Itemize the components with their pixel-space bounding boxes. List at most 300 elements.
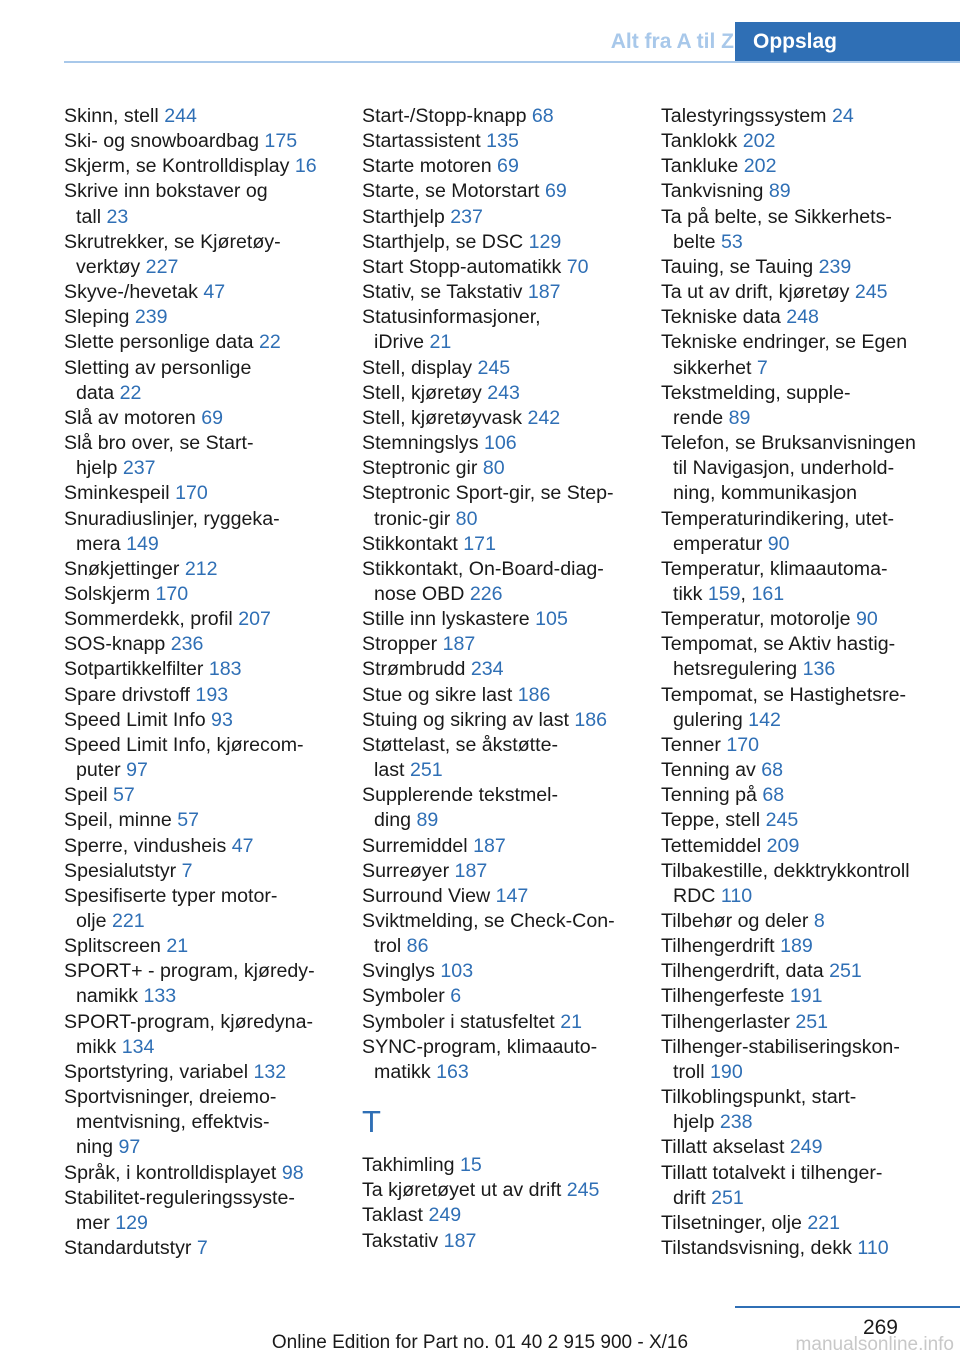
index-entry bbox=[362, 305, 657, 355]
index-term: Tillatt akselast bbox=[661, 1136, 790, 1159]
page-reference-link[interactable]: 234 bbox=[470, 658, 504, 681]
index-term: Sommerdekk, profil bbox=[64, 608, 239, 631]
index-term: Steptronic gir bbox=[362, 457, 483, 480]
index-term: Slå bro over, se Start- hjelp bbox=[64, 432, 254, 480]
page-reference-link[interactable]: 80 bbox=[482, 457, 505, 480]
index-term: Speed Limit Info, kjørecom- puter bbox=[64, 733, 304, 782]
index-entry bbox=[362, 683, 657, 708]
chapter-tab: Oppslag bbox=[735, 22, 960, 62]
index-term: Stropper bbox=[362, 633, 443, 656]
page-reference-link[interactable]: 161 bbox=[751, 582, 785, 605]
index-term: Tenning av bbox=[661, 759, 762, 782]
index-term: Tilhengerdrift bbox=[661, 935, 781, 958]
index-entry bbox=[362, 179, 657, 204]
page-reference-link[interactable]: 239 bbox=[818, 255, 852, 278]
page-reference-link[interactable]: 86 bbox=[406, 935, 429, 958]
index-entry bbox=[64, 557, 359, 582]
index-entry bbox=[362, 984, 657, 1009]
index-term: Takstativ bbox=[362, 1229, 444, 1252]
index-letter-heading: T bbox=[362, 1104, 381, 1140]
index-term: Tanklokk bbox=[661, 130, 743, 153]
page-reference-link[interactable]: 149 bbox=[126, 532, 159, 555]
index-term: Sperre, vindusheis bbox=[64, 834, 232, 857]
page-reference-link[interactable]: 251 bbox=[711, 1186, 744, 1209]
index-entry bbox=[661, 330, 957, 380]
index-entry bbox=[362, 205, 657, 230]
index-entry bbox=[661, 431, 957, 506]
index-entry bbox=[362, 1178, 657, 1203]
index-term: Tempomat, se Aktiv hastig- hetsregulering bbox=[661, 633, 896, 681]
page-reference-link[interactable]: 22 bbox=[258, 331, 281, 354]
index-term: Tilstandsvisning, dekk bbox=[661, 1237, 858, 1260]
index-entry bbox=[64, 783, 359, 808]
index-term: Svinglys bbox=[362, 960, 441, 983]
page-reference-link[interactable]: 57 bbox=[113, 784, 135, 807]
index-entry bbox=[661, 1135, 957, 1160]
index-term: Tekniske data bbox=[661, 306, 787, 329]
index-entry bbox=[64, 1060, 359, 1085]
index-term: Slette personlige data bbox=[64, 331, 259, 354]
index-term: Tilhenger-stabiliseringskon- troll bbox=[661, 1035, 900, 1083]
index-entry bbox=[661, 984, 957, 1009]
page-reference-link[interactable]: 70 bbox=[566, 255, 589, 278]
index-term: Tekniske endringer, se Egen sikkerhet bbox=[661, 331, 908, 379]
page-reference-link[interactable]: 239 bbox=[134, 306, 168, 329]
index-entry bbox=[661, 1035, 957, 1085]
index-entry bbox=[64, 607, 359, 632]
index-entry bbox=[362, 909, 657, 959]
index-entry bbox=[661, 1236, 957, 1261]
index-term: Stikkontakt bbox=[362, 532, 464, 555]
page-reference-link[interactable]: 47 bbox=[231, 834, 254, 857]
index-entry bbox=[362, 1010, 657, 1035]
page-reference-link[interactable]: 106 bbox=[483, 432, 517, 455]
page-reference-link[interactable]: 245 bbox=[854, 281, 888, 304]
page-reference-link[interactable]: 221 bbox=[807, 1211, 841, 1234]
page-reference-link[interactable]: 110 bbox=[720, 884, 753, 907]
page-reference-link[interactable]: 245 bbox=[765, 809, 799, 832]
page-reference-link[interactable]: 202 bbox=[743, 155, 777, 178]
index-entry bbox=[64, 507, 359, 557]
index-term: Stue og sikre last bbox=[362, 683, 518, 706]
index-entry bbox=[661, 733, 957, 758]
index-entry bbox=[64, 657, 359, 682]
page-reference-link[interactable]: 171 bbox=[463, 532, 496, 555]
index-term: Språk, i kontrolldisplayet bbox=[64, 1161, 282, 1184]
page-reference-link[interactable]: 132 bbox=[253, 1060, 287, 1083]
page-reference-link[interactable]: 89 bbox=[728, 406, 751, 429]
index-term: Sportvisninger, dreiemo- mentvisning, effektvis- ning bbox=[64, 1086, 277, 1159]
page-reference-link[interactable]: 236 bbox=[170, 633, 204, 656]
index-entry bbox=[661, 959, 957, 984]
index-entry bbox=[64, 859, 359, 884]
page-reference-link[interactable]: 68 bbox=[531, 105, 554, 127]
index-term: Stell, display bbox=[362, 356, 478, 379]
index-term: Temperaturindikering, utet- emperatur bbox=[661, 507, 895, 555]
index-term: Stell, kjøretøy bbox=[362, 381, 488, 404]
page-reference-link[interactable]: 159 bbox=[707, 582, 741, 605]
index-term: Takhimling bbox=[362, 1154, 461, 1177]
index-entry bbox=[661, 129, 957, 154]
index-entry bbox=[362, 959, 657, 984]
index-entry bbox=[661, 557, 957, 607]
index-entry bbox=[362, 733, 657, 783]
index-entry bbox=[661, 808, 957, 833]
index-term: SPORT+ - program, kjøredy- namikk bbox=[64, 960, 315, 1008]
header-rule bbox=[64, 61, 960, 63]
page-reference-link[interactable]: 89 bbox=[768, 180, 791, 203]
index-entry bbox=[64, 683, 359, 708]
index-entry bbox=[661, 607, 957, 632]
page-reference-link[interactable]: 98 bbox=[281, 1161, 304, 1184]
page-reference-link[interactable]: 237 bbox=[122, 457, 156, 480]
index-column-3 bbox=[661, 104, 957, 1261]
page-reference-link[interactable]: 170 bbox=[175, 482, 208, 505]
index-term: Speil bbox=[64, 784, 114, 807]
page-reference-link[interactable]: 187 bbox=[454, 859, 488, 882]
index-term: Spare drivstoff bbox=[64, 683, 196, 706]
page-reference-link[interactable]: 135 bbox=[486, 130, 519, 153]
page-reference-link[interactable]: 69 bbox=[497, 155, 519, 178]
page-reference-link[interactable]: 129 bbox=[528, 230, 562, 253]
index-entry bbox=[362, 481, 657, 531]
index-term: Starthjelp bbox=[362, 205, 451, 228]
page-reference-link[interactable]: 187 bbox=[527, 281, 561, 304]
page-reference-link[interactable]: 21 bbox=[429, 331, 452, 354]
index-entry bbox=[661, 179, 957, 204]
index-term: Sviktmelding, se Check-Con- trol bbox=[362, 910, 615, 958]
page-reference-link[interactable]: 207 bbox=[238, 608, 271, 631]
index-term: Strømbrudd bbox=[362, 658, 471, 681]
index-entry bbox=[64, 1186, 359, 1236]
index-term: Surround View bbox=[362, 884, 496, 907]
index-term: Speed Limit Info bbox=[64, 708, 212, 731]
page-reference-link[interactable]: 136 bbox=[802, 658, 836, 681]
index-term: SOS-knapp bbox=[64, 633, 171, 656]
index-entry bbox=[64, 1236, 359, 1261]
index-term: Tankvisning bbox=[661, 180, 769, 203]
index-term: Skinn, stell bbox=[64, 105, 165, 127]
index-entry bbox=[661, 934, 957, 959]
index-term: Stikkontakt, On-Board-diag- nose OBD bbox=[362, 557, 604, 605]
index-term: Tilhengerfeste bbox=[661, 985, 790, 1008]
index-entry bbox=[64, 179, 359, 229]
index-term: Startassistent bbox=[362, 130, 487, 153]
index-entry bbox=[362, 129, 657, 154]
page-reference-link[interactable]: 21 bbox=[166, 935, 189, 958]
page-reference-link[interactable]: 163 bbox=[436, 1060, 469, 1083]
index-entry bbox=[64, 280, 359, 305]
index-entry bbox=[64, 230, 359, 280]
index-term: Supplerende tekstmel- ding bbox=[362, 784, 559, 832]
index-entry bbox=[661, 909, 957, 934]
index-entry bbox=[362, 356, 657, 381]
index-term: Tillatt totalvekt i tilhenger- drift bbox=[661, 1161, 883, 1209]
page-reference-link[interactable]: 147 bbox=[495, 884, 529, 907]
index-entry bbox=[362, 154, 657, 179]
index-entry bbox=[64, 406, 359, 431]
page-reference-link[interactable]: 7 bbox=[181, 859, 193, 882]
index-entry bbox=[661, 255, 957, 280]
page-reference-link[interactable]: 251 bbox=[795, 1010, 829, 1033]
index-entry bbox=[362, 708, 657, 733]
index-term: Symboler i statusfeltet bbox=[362, 1010, 561, 1033]
index-term: Spesialutstyr bbox=[64, 859, 182, 882]
page-reference-link[interactable]: 69 bbox=[544, 180, 567, 203]
index-term: Splitscreen bbox=[64, 935, 167, 958]
index-entry bbox=[362, 783, 657, 833]
index-entry bbox=[661, 834, 957, 859]
index-term: Skyve-/hevetak bbox=[64, 281, 204, 304]
index-term: Sleping bbox=[64, 306, 135, 329]
page-reference-link[interactable]: 227 bbox=[145, 255, 179, 278]
index-term: Statusinformasjoner, iDrive bbox=[362, 306, 541, 354]
page-reference-link[interactable]: 6 bbox=[450, 985, 462, 1008]
page-reference-link[interactable]: 238 bbox=[719, 1111, 753, 1134]
page-reference-link[interactable]: 170 bbox=[726, 733, 760, 756]
index-term: Sletting av personlige data bbox=[64, 356, 252, 404]
index-term: Tankluke bbox=[661, 155, 744, 178]
index-entry bbox=[362, 1035, 657, 1085]
page-reference-link[interactable]: 57 bbox=[177, 809, 200, 832]
page-reference-link[interactable]: 244 bbox=[164, 105, 197, 127]
index-term: Snuradiuslinjer, ryggeka- mera bbox=[64, 507, 280, 555]
page-reference-link[interactable]: 202 bbox=[742, 130, 776, 153]
page-reference-link[interactable]: 80 bbox=[455, 507, 478, 530]
index-term: Speil, minne bbox=[64, 809, 178, 832]
index-entry bbox=[362, 1153, 657, 1178]
index-entry bbox=[661, 783, 957, 808]
page-reference-link[interactable]: 187 bbox=[442, 633, 476, 656]
index-term: Tekstmelding, supple- rende bbox=[661, 381, 851, 429]
section-title: Alt fra A til Z bbox=[610, 30, 734, 53]
page-reference-link[interactable]: 7 bbox=[756, 356, 768, 379]
page-reference-link[interactable]: 249 bbox=[428, 1204, 462, 1227]
index-entry bbox=[64, 708, 359, 733]
index-term: Sotpartikkelfilter bbox=[64, 658, 209, 681]
index-term: Telefon, se Bruksanvisningen til Navigasjon, underhold- ning, kommunikasjon bbox=[661, 432, 916, 505]
page-reference-link[interactable]: 47 bbox=[203, 281, 226, 304]
page-reference-link[interactable]: 187 bbox=[473, 834, 506, 857]
index-term: Tilsetninger, olje bbox=[661, 1211, 808, 1234]
index-entry bbox=[362, 406, 657, 431]
page-reference-link[interactable]: 103 bbox=[440, 960, 474, 983]
page-reference-link[interactable]: 190 bbox=[710, 1060, 743, 1083]
page-reference-link[interactable]: 68 bbox=[761, 759, 784, 782]
index-entry bbox=[661, 1085, 957, 1135]
index-term: Snøkjettinger bbox=[64, 557, 185, 580]
page-reference-link[interactable]: 129 bbox=[115, 1211, 148, 1234]
page-reference-link[interactable]: 97 bbox=[118, 1136, 141, 1159]
index-entry bbox=[64, 884, 359, 934]
page-reference-link[interactable]: 175 bbox=[264, 130, 298, 153]
index-term: Tilbakestille, dekktrykkontroll RDC bbox=[661, 859, 910, 907]
page-reference-link[interactable]: 93 bbox=[211, 708, 233, 731]
page-reference-link[interactable]: 191 bbox=[789, 985, 823, 1008]
page-reference-link[interactable]: 251 bbox=[829, 960, 862, 983]
index-term: Standardutstyr bbox=[64, 1237, 197, 1260]
page-reference-link[interactable]: 7 bbox=[196, 1237, 208, 1260]
index-term: Skrive inn bokstaver og tall bbox=[64, 180, 268, 228]
index-entry bbox=[64, 959, 359, 1009]
page-reference-link[interactable]: 170 bbox=[155, 582, 189, 605]
index-term: Stuing og sikring av last bbox=[362, 708, 575, 731]
index-term: Teppe, stell bbox=[661, 809, 766, 832]
page-reference-link[interactable]: 23 bbox=[106, 205, 129, 228]
page-reference-link[interactable]: 242 bbox=[527, 406, 561, 429]
index-entry bbox=[64, 129, 359, 154]
index-term: Surreøyer bbox=[362, 859, 455, 882]
index-entry bbox=[661, 205, 957, 255]
index-term: Tempomat, se Hastighetsre- gulering bbox=[661, 683, 907, 731]
index-column-1 bbox=[64, 104, 359, 1261]
index-entry bbox=[362, 104, 657, 129]
index-entry bbox=[64, 431, 359, 481]
page-reference-link[interactable]: 53 bbox=[720, 230, 743, 253]
page-reference-link[interactable]: 89 bbox=[416, 809, 439, 832]
page-reference-link[interactable]: 187 bbox=[443, 1229, 477, 1252]
index-term: Tauing, se Tauing bbox=[661, 255, 819, 278]
index-entry bbox=[661, 280, 957, 305]
page-reference-link[interactable]: 209 bbox=[766, 834, 800, 857]
index-entry bbox=[661, 381, 957, 431]
index-term: Steptronic Sport-gir, se Step- tronic-gir bbox=[362, 482, 614, 530]
index-term: Temperatur, motorolje bbox=[661, 608, 856, 631]
index-entry bbox=[64, 1010, 359, 1060]
index-entry bbox=[661, 758, 957, 783]
index-entry bbox=[362, 657, 657, 682]
page-reference-link[interactable]: 110 bbox=[857, 1237, 889, 1260]
index-entry bbox=[362, 884, 657, 909]
index-term: Ta ut av drift, kjøretøy bbox=[661, 281, 855, 304]
index-entry bbox=[362, 632, 657, 657]
index-entry bbox=[64, 154, 359, 179]
index-term: Tilbehør og deler bbox=[661, 910, 814, 932]
page-reference-link[interactable]: 226 bbox=[469, 582, 503, 605]
index-entry bbox=[64, 582, 359, 607]
page-header bbox=[0, 0, 960, 62]
page-reference-link[interactable]: 90 bbox=[767, 532, 790, 555]
index-term: Tilhengerlaster bbox=[661, 1010, 796, 1033]
index-entry bbox=[64, 481, 359, 506]
page-reference-link[interactable]: 248 bbox=[786, 306, 819, 329]
page-reference-link[interactable]: 186 bbox=[517, 683, 551, 706]
index-entry bbox=[64, 1085, 359, 1160]
index-entry bbox=[362, 381, 657, 406]
index-entry bbox=[362, 431, 657, 456]
page-reference-link[interactable]: 24 bbox=[831, 105, 854, 127]
index-term: Slå av motoren bbox=[64, 406, 202, 429]
page-separator: , bbox=[740, 582, 752, 605]
page-reference-link[interactable]: 97 bbox=[126, 759, 148, 782]
index-term: Symboler bbox=[362, 985, 451, 1008]
page-reference-link[interactable]: 142 bbox=[748, 708, 781, 731]
page-reference-link[interactable]: 249 bbox=[789, 1136, 823, 1159]
index-term: Start Stopp-automatikk bbox=[362, 255, 567, 278]
index-term: Sportstyring, variabel bbox=[64, 1060, 254, 1083]
page-reference-link[interactable]: 251 bbox=[409, 759, 443, 782]
index-term: Tettemiddel bbox=[661, 834, 767, 857]
index-entry bbox=[661, 1211, 957, 1236]
index-entry bbox=[64, 330, 359, 355]
index-term: Spesifiserte typer motor- olje bbox=[64, 884, 278, 932]
index-entry bbox=[362, 456, 657, 481]
page-reference-link[interactable]: 193 bbox=[195, 683, 229, 706]
index-term: Sminkespeil bbox=[64, 482, 176, 505]
index-entry bbox=[362, 532, 657, 557]
page-reference-link[interactable]: 16 bbox=[294, 155, 317, 178]
index-entry bbox=[64, 632, 359, 657]
index-column-2 bbox=[362, 104, 657, 1254]
index-term: Temperatur, klimaautoma- tikk bbox=[661, 557, 888, 605]
index-entry bbox=[661, 305, 957, 330]
page-reference-link[interactable]: 186 bbox=[574, 708, 608, 731]
page-reference-link[interactable]: 245 bbox=[566, 1179, 600, 1202]
index-entry bbox=[661, 859, 957, 909]
index-entry bbox=[661, 1161, 957, 1211]
index-term: SYNC-program, klimaauto- matikk bbox=[362, 1035, 598, 1083]
page-reference-link[interactable]: 22 bbox=[119, 381, 142, 404]
index-term: Tenning på bbox=[661, 784, 763, 807]
page-reference-link[interactable]: 105 bbox=[535, 608, 568, 631]
index-term: Surremiddel bbox=[362, 834, 474, 857]
page-reference-link[interactable]: 221 bbox=[111, 910, 145, 932]
index-term: Tenner bbox=[661, 733, 727, 756]
index-entry bbox=[64, 305, 359, 330]
edition-note: Online Edition for Part no. 01 40 2 915 900 - X/16 bbox=[271, 1332, 689, 1353]
index-term: Ta kjøretøyet ut av drift bbox=[362, 1179, 567, 1202]
page-reference-link[interactable]: 69 bbox=[201, 406, 224, 429]
page-reference-link[interactable]: 133 bbox=[143, 985, 177, 1008]
page-reference-link[interactable]: 189 bbox=[780, 935, 813, 958]
index-entry bbox=[362, 607, 657, 632]
index-entry bbox=[362, 255, 657, 280]
page-reference-link[interactable]: 21 bbox=[560, 1010, 582, 1033]
page-reference-link[interactable]: 243 bbox=[487, 381, 520, 404]
page-reference-link[interactable]: 15 bbox=[460, 1154, 482, 1177]
index-term: SPORT-program, kjøredyna- mikk bbox=[64, 1010, 313, 1058]
page-reference-link[interactable]: 68 bbox=[762, 784, 785, 807]
index-term: Talestyringssystem bbox=[661, 105, 832, 127]
index-term: Tilkoblingspunkt, start- hjelp bbox=[661, 1086, 857, 1134]
index-entry bbox=[661, 154, 957, 179]
index-entry bbox=[362, 1229, 657, 1254]
index-term: Stille inn lyskastere bbox=[362, 608, 536, 631]
index-entry bbox=[64, 733, 359, 783]
index-entry bbox=[64, 834, 359, 859]
page-reference-link[interactable]: 212 bbox=[184, 557, 218, 580]
index-entry bbox=[362, 557, 657, 607]
index-term: Skjerm, se Kontrolldisplay bbox=[64, 155, 295, 178]
index-term: Start-/Stopp-knapp bbox=[362, 105, 532, 127]
page-reference-link[interactable]: 90 bbox=[855, 608, 878, 631]
index-entry bbox=[362, 834, 657, 859]
page-reference-link[interactable]: 245 bbox=[477, 356, 511, 379]
footer-rule bbox=[735, 1306, 960, 1308]
index-term: Ski- og snowboardbag bbox=[64, 130, 265, 153]
index-entry bbox=[64, 356, 359, 406]
page-reference-link[interactable]: 134 bbox=[121, 1035, 155, 1058]
index-term: Stabilitet-reguleringssyste- mer bbox=[64, 1186, 295, 1234]
index-term: Skrutrekker, se Kjøretøy- verktøy bbox=[64, 230, 281, 278]
index-entry bbox=[64, 934, 359, 959]
index-entry bbox=[362, 230, 657, 255]
index-entry bbox=[64, 808, 359, 833]
page-reference-link[interactable]: 183 bbox=[208, 658, 242, 681]
page-reference-link[interactable]: 8 bbox=[813, 910, 825, 932]
index-entry bbox=[661, 1010, 957, 1035]
page-reference-link[interactable]: 237 bbox=[450, 205, 483, 228]
